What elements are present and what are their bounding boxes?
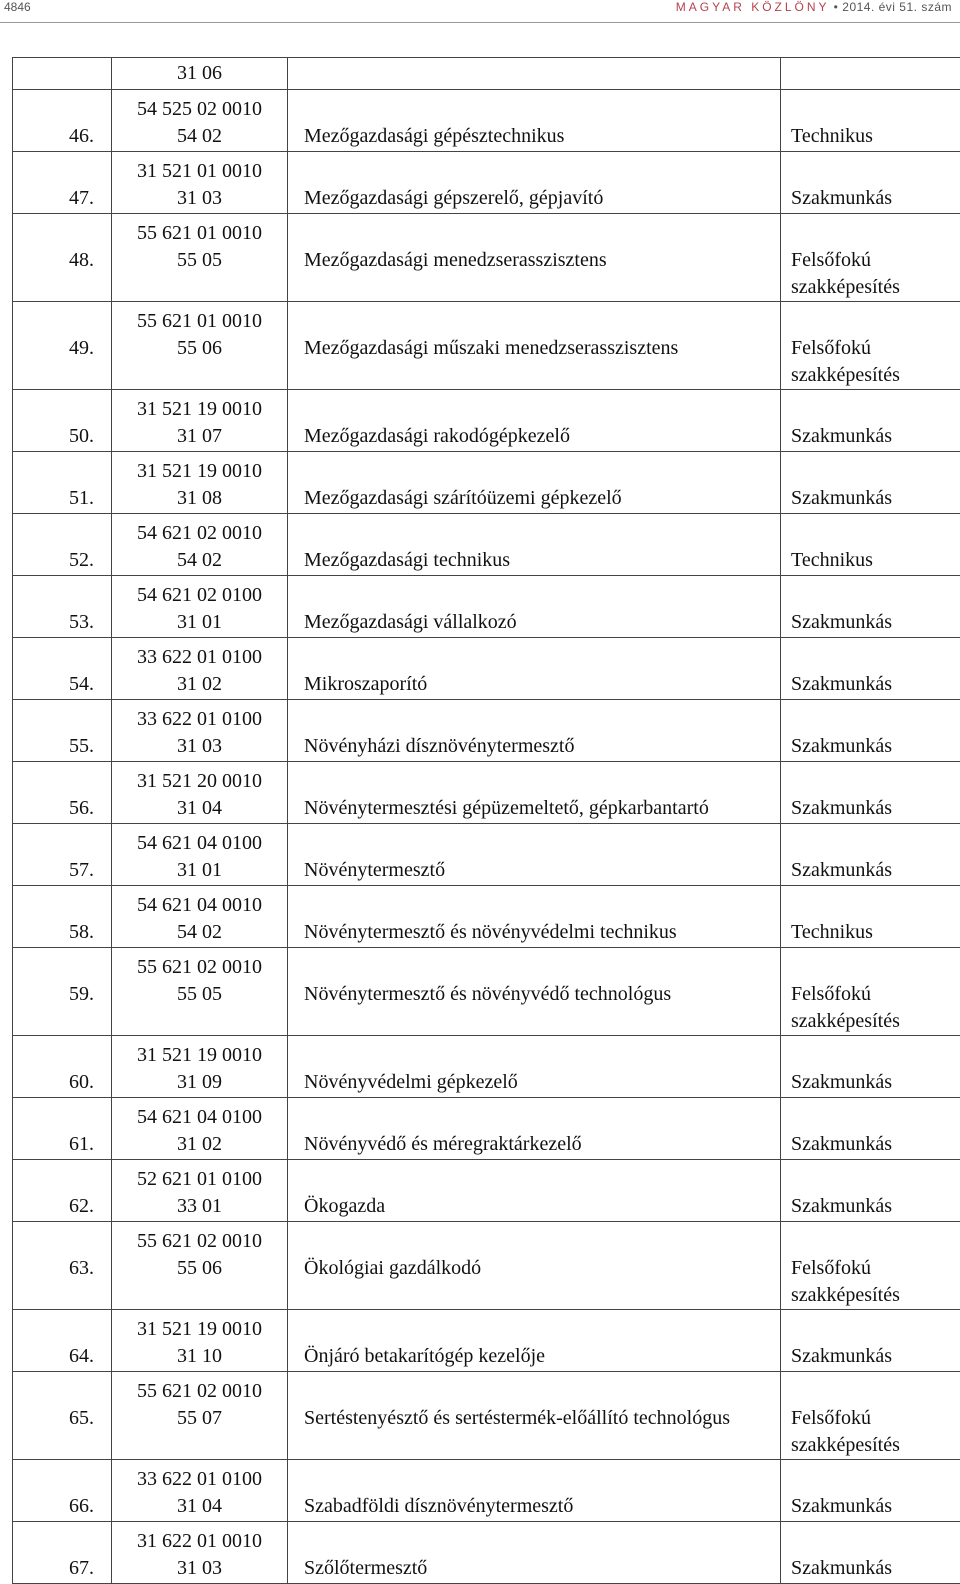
level-cell: Technikus	[781, 90, 960, 152]
name-cell: Mezőgazdasági rakodógépkezelő	[288, 390, 781, 452]
code-line-main: 54 621 04 0100	[112, 830, 287, 857]
code-line-main: 54 621 04 0010	[112, 892, 287, 919]
row-number-cell: 46.	[13, 90, 112, 152]
row-number-cell: 58.	[13, 886, 112, 948]
code-line-main: 33 622 01 0100	[112, 644, 287, 671]
code-cell	[112, 1160, 288, 1222]
row-number-cell: 54.	[13, 638, 112, 700]
level-cell: Szakmunkás	[781, 700, 960, 762]
level-cell: Technikus	[781, 514, 960, 576]
code-line-next: 31 09	[112, 1069, 287, 1096]
table-row	[13, 886, 960, 948]
code-line-next: 31 07	[112, 423, 287, 450]
code-line-next: 54 02	[112, 547, 287, 574]
row-number-cell: 56.	[13, 762, 112, 824]
name-cell: Sertéstenyésztő és sertéstermék-előállító technológus	[288, 1372, 781, 1460]
code-line-main: 54 621 02 0010	[112, 520, 287, 547]
code-cell	[112, 948, 288, 1036]
code-cell	[112, 1460, 288, 1522]
row-number-cell: 65.	[13, 1372, 112, 1460]
code-line-next: 31 03	[112, 733, 287, 760]
level-cell: Szakmunkás	[781, 390, 960, 452]
header-separator: •	[834, 0, 839, 14]
code-line-next: 54 02	[112, 919, 287, 946]
table-row	[13, 390, 960, 452]
code-line-main: 55 621 02 0010	[112, 954, 287, 981]
level-cell: Szakmunkás	[781, 1522, 960, 1584]
name-cell: Szőlőtermesztő	[288, 1522, 781, 1584]
code-line-main: 54 621 04 0100	[112, 1104, 287, 1131]
code-cell	[112, 824, 288, 886]
row-number-cell: 60.	[13, 1036, 112, 1098]
code-cell	[112, 700, 288, 762]
name-cell: Növénytermesztési gépüzemeltető, gépkarbantartó	[288, 762, 781, 824]
code-cell	[112, 1310, 288, 1372]
code-line-main: 31 521 19 0010	[112, 1316, 287, 1343]
table-row	[13, 1098, 960, 1160]
row-number-cell: 66.	[13, 1460, 112, 1522]
row-number-cell: 61.	[13, 1098, 112, 1160]
name-cell: Ökogazda	[288, 1160, 781, 1222]
row-number-cell	[13, 58, 112, 90]
level-cell: Szakmunkás	[781, 152, 960, 214]
table-row	[13, 638, 960, 700]
table-row	[13, 1036, 960, 1098]
code-cell	[112, 452, 288, 514]
code-line-next: 54 02	[112, 123, 287, 150]
row-number-cell: 57.	[13, 824, 112, 886]
level-cell	[781, 58, 960, 90]
name-cell: Mezőgazdasági szárítóüzemi gépkezelő	[288, 452, 781, 514]
code-line-main: 33 622 01 0100	[112, 706, 287, 733]
level-cell: Szakmunkás	[781, 1310, 960, 1372]
name-cell: Mezőgazdasági technikus	[288, 514, 781, 576]
qualification-table-body	[13, 58, 960, 1584]
name-cell: Növényvédő és méregraktárkezelő	[288, 1098, 781, 1160]
name-cell: Mikroszaporító	[288, 638, 781, 700]
table-row	[13, 1310, 960, 1372]
header-rule	[0, 22, 960, 23]
level-cell: Szakmunkás	[781, 1460, 960, 1522]
level-cell: Felsőfokú szakképesítés	[781, 214, 960, 302]
code-cell	[112, 152, 288, 214]
code-line-main: 55 621 02 0010	[112, 1228, 287, 1255]
code-line-next: 31 04	[112, 1493, 287, 1520]
code-cell	[112, 302, 288, 390]
running-title	[676, 0, 952, 14]
name-cell: Szabadföldi dísznövénytermesztő	[288, 1460, 781, 1522]
code-cell	[112, 1098, 288, 1160]
level-cell: Technikus	[781, 886, 960, 948]
table-row	[13, 762, 960, 824]
table-row	[13, 948, 960, 1036]
name-cell: Mezőgazdasági műszaki menedzserasszisztens	[288, 302, 781, 390]
table-row	[13, 1460, 960, 1522]
code-line-main: 31 521 19 0010	[112, 396, 287, 423]
table-row-continuation	[13, 58, 960, 90]
name-cell: Önjáró betakarítógép kezelője	[288, 1310, 781, 1372]
row-number-cell: 53.	[13, 576, 112, 638]
page-number: 4846	[4, 0, 31, 14]
table-row	[13, 1372, 960, 1460]
level-cell: Szakmunkás	[781, 1036, 960, 1098]
code-line-main: 54 525 02 0010	[112, 96, 287, 123]
code-line-main: 55 621 02 0010	[112, 1378, 287, 1405]
row-number-cell: 47.	[13, 152, 112, 214]
name-cell: Növényházi dísznövénytermesztő	[288, 700, 781, 762]
row-number-cell: 67.	[13, 1522, 112, 1584]
level-cell: Szakmunkás	[781, 824, 960, 886]
code-line-next: 31 01	[112, 857, 287, 884]
row-number-cell: 59.	[13, 948, 112, 1036]
code-line-main: 55 621 01 0010	[112, 220, 287, 247]
code-cell	[112, 214, 288, 302]
name-cell: Növénytermesztő	[288, 824, 781, 886]
code-line-main: 31 521 20 0010	[112, 768, 287, 795]
name-cell: Növénytermesztő és növényvédelmi technikus	[288, 886, 781, 948]
code-cell	[112, 886, 288, 948]
table-row	[13, 452, 960, 514]
table-row	[13, 1160, 960, 1222]
code-line-main: 54 621 02 0100	[112, 582, 287, 609]
code-cell	[112, 1036, 288, 1098]
table-row	[13, 90, 960, 152]
code-line-next: 31 08	[112, 485, 287, 512]
issue-label: 2014. évi 51. szám	[842, 0, 952, 14]
level-cell: Szakmunkás	[781, 452, 960, 514]
code-cell	[112, 1222, 288, 1310]
publication-name: MAGYAR KÖZLÖNY	[676, 0, 830, 14]
table-row	[13, 514, 960, 576]
code-cell	[112, 1522, 288, 1584]
table-row	[13, 214, 960, 302]
name-cell	[288, 58, 781, 90]
level-cell: Felsőfokú szakképesítés	[781, 948, 960, 1036]
level-cell: Szakmunkás	[781, 1098, 960, 1160]
table-row	[13, 152, 960, 214]
code-cell	[112, 1372, 288, 1460]
code-cell	[112, 762, 288, 824]
name-cell: Mezőgazdasági gépésztechnikus	[288, 90, 781, 152]
name-cell: Mezőgazdasági gépszerelő, gépjavító	[288, 152, 781, 214]
code-line-main: 52 621 01 0100	[112, 1166, 287, 1193]
code-line-next: 55 05	[112, 981, 287, 1008]
code-cell	[112, 90, 288, 152]
row-number-cell: 48.	[13, 214, 112, 302]
code-line-next: 31 04	[112, 795, 287, 822]
code-line-main: 31 521 19 0010	[112, 1042, 287, 1069]
row-number-cell: 49.	[13, 302, 112, 390]
code-line-next: 55 05	[112, 247, 287, 274]
page-header	[0, 0, 960, 24]
code-line-next: 31 10	[112, 1343, 287, 1370]
level-cell: Felsőfokú szakképesítés	[781, 1372, 960, 1460]
code-line-next: 31 03	[112, 1555, 287, 1582]
name-cell: Ökológiai gazdálkodó	[288, 1222, 781, 1310]
code-line-next: 31 01	[112, 609, 287, 636]
code-cell	[112, 390, 288, 452]
table-row	[13, 1222, 960, 1310]
row-number-cell: 64.	[13, 1310, 112, 1372]
level-cell: Szakmunkás	[781, 762, 960, 824]
row-number-cell: 62.	[13, 1160, 112, 1222]
row-number-cell: 63.	[13, 1222, 112, 1310]
name-cell: Mezőgazdasági vállalkozó	[288, 576, 781, 638]
code-cell	[112, 514, 288, 576]
code-cell	[112, 576, 288, 638]
table-row	[13, 302, 960, 390]
table-row	[13, 700, 960, 762]
name-cell: Növénytermesztő és növényvédő technológus	[288, 948, 781, 1036]
code-line-next: 31 02	[112, 1131, 287, 1158]
level-cell: Szakmunkás	[781, 576, 960, 638]
code-line-next: 55 07	[112, 1405, 287, 1432]
row-number-cell: 51.	[13, 452, 112, 514]
code-line-main: 31 622 01 0010	[112, 1528, 287, 1555]
code-line-next: 31 02	[112, 671, 287, 698]
level-cell: Szakmunkás	[781, 638, 960, 700]
table-row	[13, 824, 960, 886]
table-row	[13, 1522, 960, 1584]
level-cell: Felsőfokú szakképesítés	[781, 302, 960, 390]
code-line-next: 55 06	[112, 335, 287, 362]
row-number-cell: 52.	[13, 514, 112, 576]
name-cell: Növényvédelmi gépkezelő	[288, 1036, 781, 1098]
code-line-next: 55 06	[112, 1255, 287, 1282]
table-row	[13, 576, 960, 638]
code-cell	[112, 638, 288, 700]
code-line-main: 31 521 01 0010	[112, 158, 287, 185]
code-cell: 31 06	[112, 58, 288, 90]
level-cell: Szakmunkás	[781, 1160, 960, 1222]
code-line-next: 33 01	[112, 1193, 287, 1220]
level-cell: Felsőfokú szakképesítés	[781, 1222, 960, 1310]
name-cell: Mezőgazdasági menedzserasszisztens	[288, 214, 781, 302]
row-number-cell: 55.	[13, 700, 112, 762]
code-line-main: 55 621 01 0010	[112, 308, 287, 335]
row-number-cell: 50.	[13, 390, 112, 452]
code-line-main: 31 521 19 0010	[112, 458, 287, 485]
code-line-next: 31 03	[112, 185, 287, 212]
code-line-main: 33 622 01 0100	[112, 1466, 287, 1493]
qualification-table	[12, 57, 960, 1584]
